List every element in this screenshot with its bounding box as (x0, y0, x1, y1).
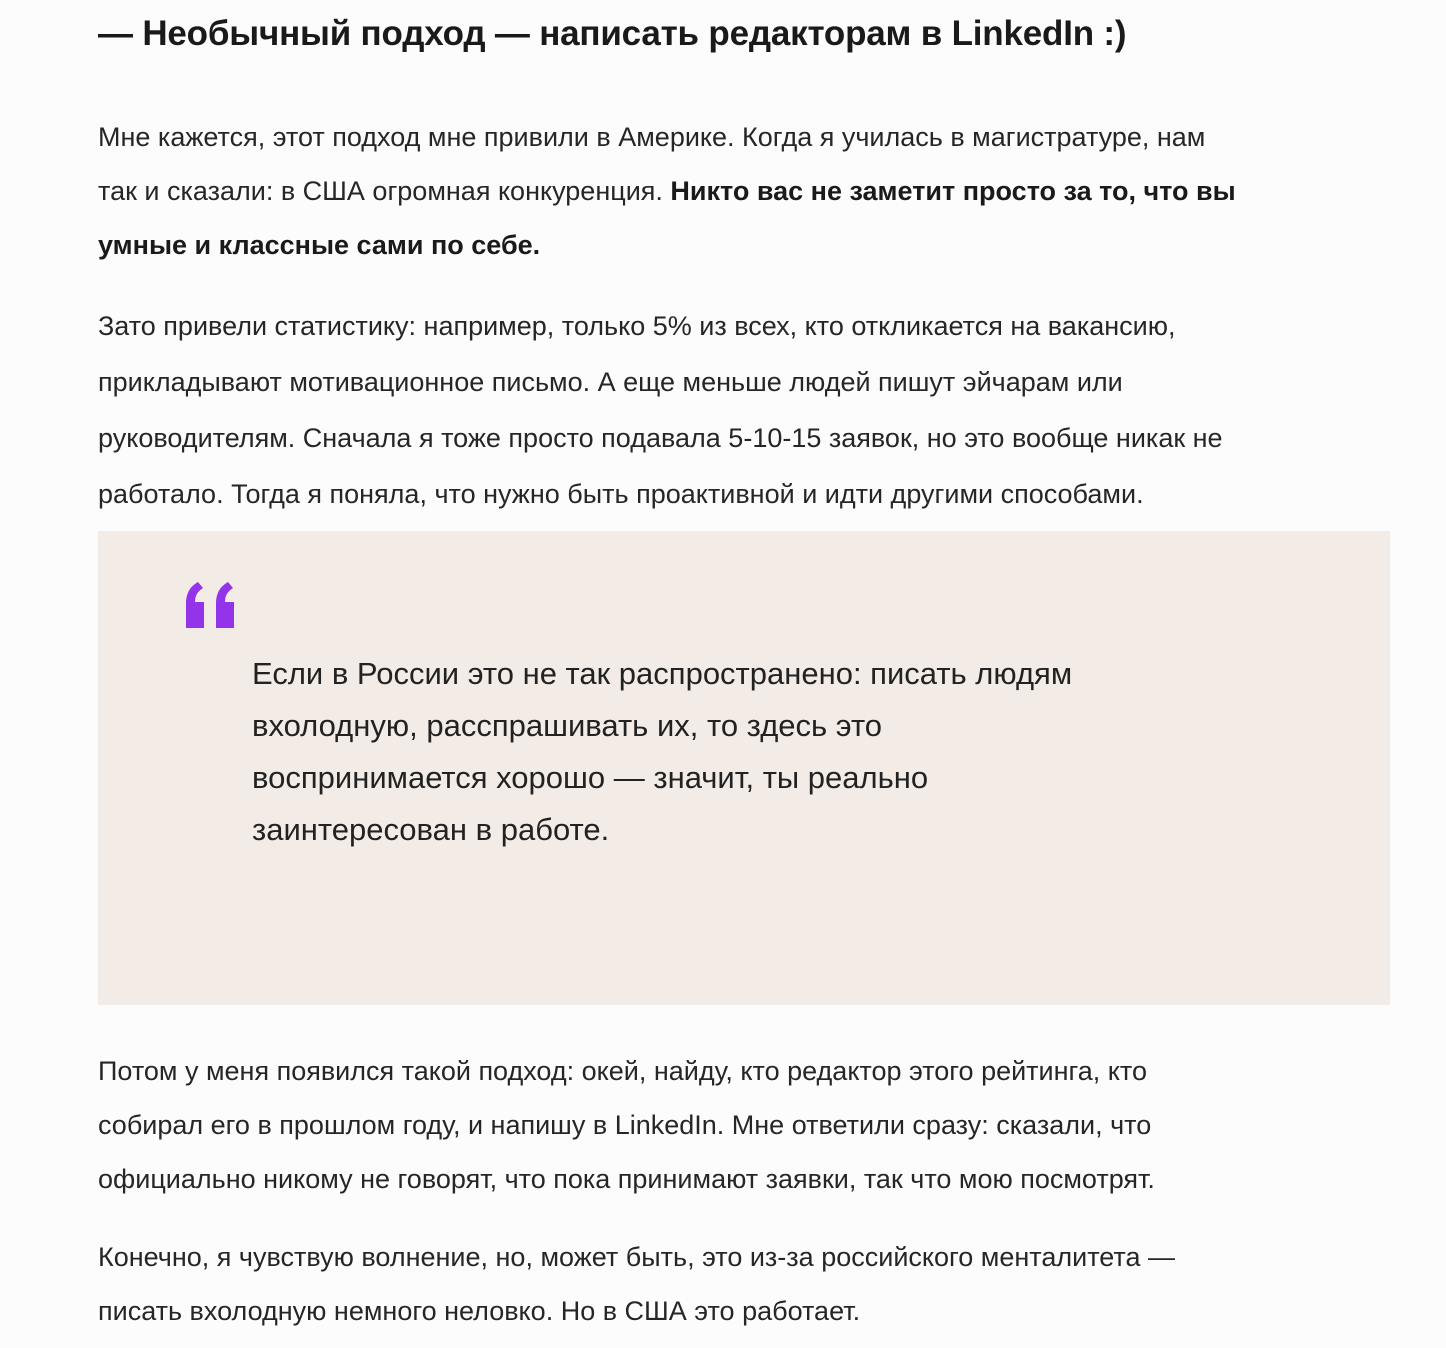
paragraph-text: так и сказали: в США огромная конкуренция. (98, 176, 671, 206)
paragraph-linkedin (98, 1044, 1390, 1206)
paragraph-statistics (98, 298, 1390, 522)
paragraph-line: Конечно, я чувствую волнение, но, может быть, это из-за российского менталитета — (98, 1242, 1175, 1272)
paragraph-line: Мне кажется, этот подход мне привили в Америке. Когда я училась в магистратуре, нам (98, 122, 1206, 152)
paragraph-line (98, 164, 1390, 218)
quote-line: Если в России это не так распространено: писать людям (252, 656, 1073, 691)
paragraph-line: прикладывают мотивационное письмо. А еще меньше людей пишут эйчарам или (98, 367, 1123, 397)
paragraph-line: руководителям. Сначала я тоже просто подавала 5-10-15 заявок, но это вообще никак не (98, 423, 1223, 453)
bold-emphasis: Никто вас не заметит просто за то, что вы (670, 176, 1236, 206)
paragraph-line: Потом у меня появился такой подход: окей, найду, кто редактор этого рейтинга, кто (98, 1056, 1148, 1086)
quote-line: вхолодную, расспрашивать их, то здесь это (252, 708, 883, 743)
paragraph-line: Зато привели статистику: например, только 5% из всех, кто откликается на вакансию, (98, 311, 1176, 341)
quote-line: воспринимается хорошо — значит, ты реально (252, 760, 929, 795)
quote-line: заинтересован в работе. (252, 812, 610, 847)
paragraph-mentality (98, 1230, 1390, 1338)
paragraph-america (98, 110, 1390, 272)
paragraph-line (98, 218, 1390, 272)
quote-mark-icon (184, 582, 236, 630)
paragraph-line: собирал его в прошлом году, и напишу в LinkedIn. Мне ответили сразу: сказали, что (98, 1110, 1152, 1140)
bold-emphasis: умные и классные сами по себе. (98, 230, 541, 260)
section-heading: — Необычный подход — написать редакторам в LinkedIn :) (98, 14, 1127, 53)
pull-quote-text (252, 648, 1072, 856)
paragraph-line: работало. Тогда я поняла, что нужно быть проактивной и идти другими способами. (98, 479, 1144, 509)
paragraph-line: официально никому не говорят, что пока принимают заявки, так что мою посмотрят. (98, 1164, 1155, 1194)
paragraph-line: писать вхолодную немного неловко. Но в США это работает. (98, 1296, 861, 1326)
